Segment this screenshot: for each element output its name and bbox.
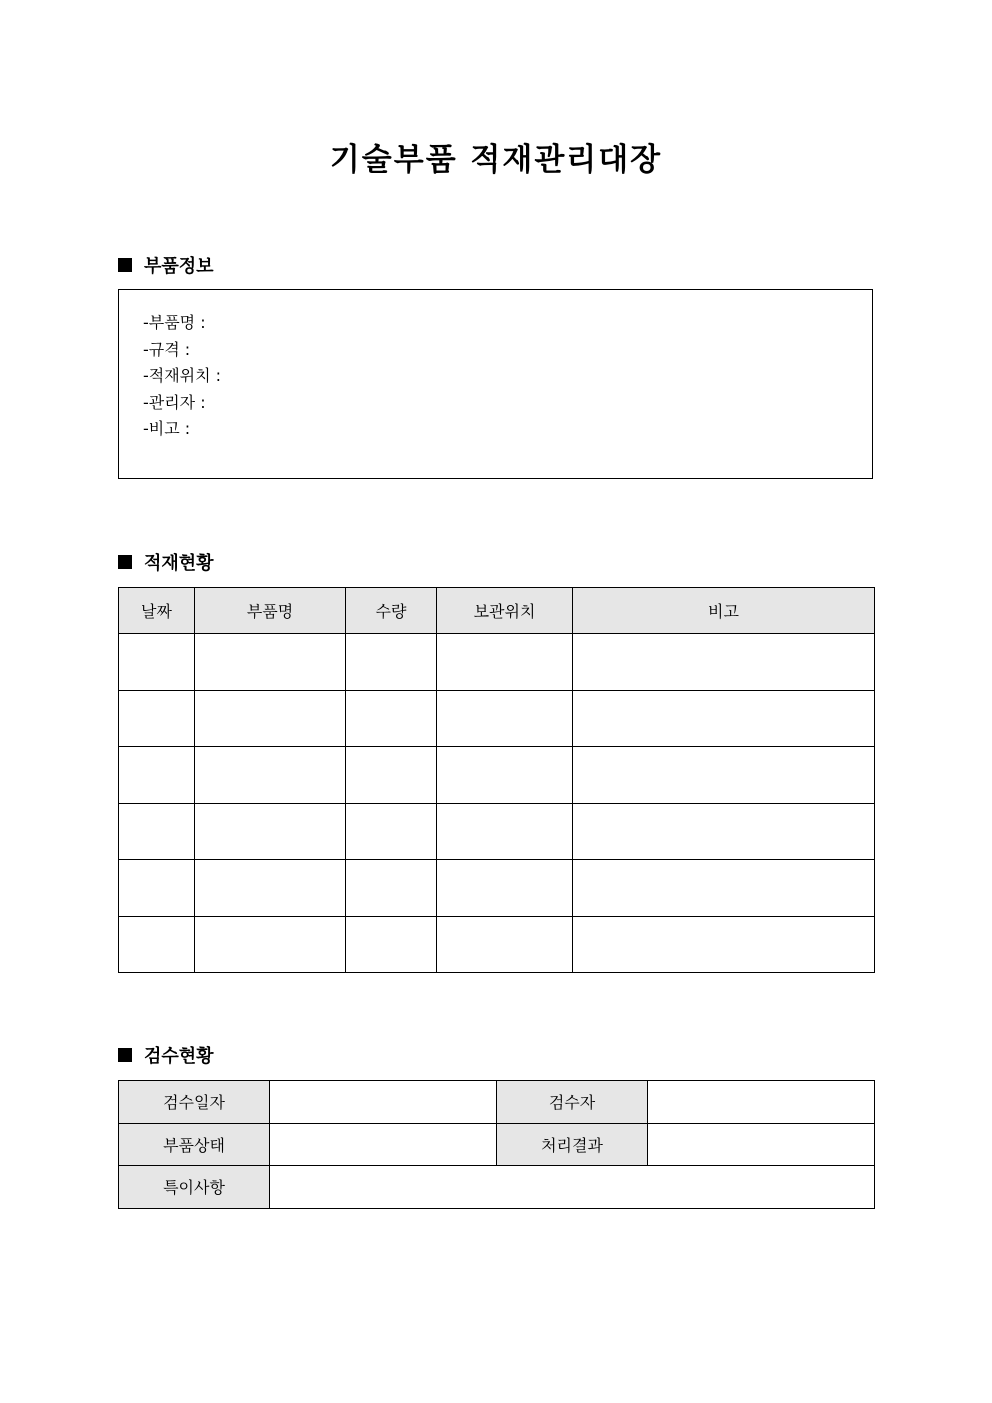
- cell-note[interactable]: [573, 634, 875, 691]
- cell-part-name[interactable]: [195, 747, 346, 804]
- cell-note[interactable]: [573, 690, 875, 747]
- field-special-notes[interactable]: [270, 1166, 875, 1209]
- square-bullet-icon: [118, 555, 132, 569]
- cell-quantity[interactable]: [346, 747, 437, 804]
- field-part-status[interactable]: [270, 1123, 497, 1166]
- cell-date[interactable]: [119, 916, 195, 973]
- field-processing-result[interactable]: [648, 1123, 875, 1166]
- table-row: [119, 1081, 875, 1124]
- cell-date[interactable]: [119, 690, 195, 747]
- info-line-spec[interactable]: -규격 :: [143, 339, 191, 359]
- cell-quantity[interactable]: [346, 803, 437, 860]
- cell-storage-location[interactable]: [437, 916, 573, 973]
- stock-status-table: [118, 587, 875, 973]
- cell-note[interactable]: [573, 860, 875, 917]
- cell-part-name[interactable]: [195, 634, 346, 691]
- label-special-notes: 특이사항: [119, 1166, 270, 1209]
- table-row: [119, 860, 875, 917]
- label-part-status: 부품상태: [119, 1123, 270, 1166]
- cell-storage-location[interactable]: [437, 747, 573, 804]
- cell-storage-location[interactable]: [437, 860, 573, 917]
- cell-storage-location[interactable]: [437, 803, 573, 860]
- table-row: [119, 747, 875, 804]
- cell-note[interactable]: [573, 747, 875, 804]
- section-title: 검수현황: [144, 1046, 214, 1067]
- header-quantity: 수량: [346, 588, 437, 634]
- table-row: [119, 916, 875, 973]
- section-title: 적재현황: [144, 553, 214, 574]
- section-heading-status: [118, 550, 214, 574]
- cell-storage-location[interactable]: [437, 634, 573, 691]
- cell-storage-location[interactable]: [437, 690, 573, 747]
- cell-note[interactable]: [573, 916, 875, 973]
- square-bullet-icon: [118, 258, 132, 272]
- field-inspection-date[interactable]: [270, 1081, 497, 1124]
- info-line-note[interactable]: -비고 :: [143, 419, 191, 438]
- square-bullet-icon: [118, 1048, 132, 1062]
- cell-date[interactable]: [119, 634, 195, 691]
- label-inspector: 검수자: [497, 1081, 648, 1124]
- info-line-location[interactable]: -적재위치 :: [143, 366, 222, 385]
- cell-part-name[interactable]: [195, 803, 346, 860]
- cell-quantity[interactable]: [346, 634, 437, 691]
- header-part-name: 부품명: [195, 588, 346, 634]
- cell-part-name[interactable]: [195, 916, 346, 973]
- section-title: 부품정보: [144, 256, 214, 277]
- header-note: 비고: [573, 588, 875, 634]
- cell-note[interactable]: [573, 803, 875, 860]
- cell-quantity[interactable]: [346, 690, 437, 747]
- info-line-manager[interactable]: -관리자 :: [143, 392, 206, 412]
- field-inspector[interactable]: [648, 1081, 875, 1124]
- table-row: [119, 690, 875, 747]
- document-title: 기술부품 적재관리대장: [329, 142, 663, 178]
- header-storage-location: 보관위치: [437, 588, 573, 634]
- table-header-row: [119, 588, 875, 634]
- cell-part-name[interactable]: [195, 860, 346, 917]
- section-heading-info: [118, 253, 214, 277]
- part-info-box: [118, 289, 873, 479]
- table-row: [119, 634, 875, 691]
- inspection-table: [118, 1080, 875, 1209]
- table-row: [119, 1166, 875, 1209]
- cell-part-name[interactable]: [195, 690, 346, 747]
- cell-quantity[interactable]: [346, 860, 437, 917]
- cell-date[interactable]: [119, 747, 195, 804]
- cell-date[interactable]: [119, 803, 195, 860]
- cell-quantity[interactable]: [346, 916, 437, 973]
- header-date: 날짜: [119, 588, 195, 634]
- table-row: [119, 803, 875, 860]
- label-processing-result: 처리결과: [497, 1123, 648, 1166]
- info-line-part-name[interactable]: -부품명 :: [143, 313, 206, 332]
- table-row: [119, 1123, 875, 1166]
- cell-date[interactable]: [119, 860, 195, 917]
- section-heading-inspection: [118, 1043, 214, 1067]
- label-inspection-date: 검수일자: [119, 1081, 270, 1124]
